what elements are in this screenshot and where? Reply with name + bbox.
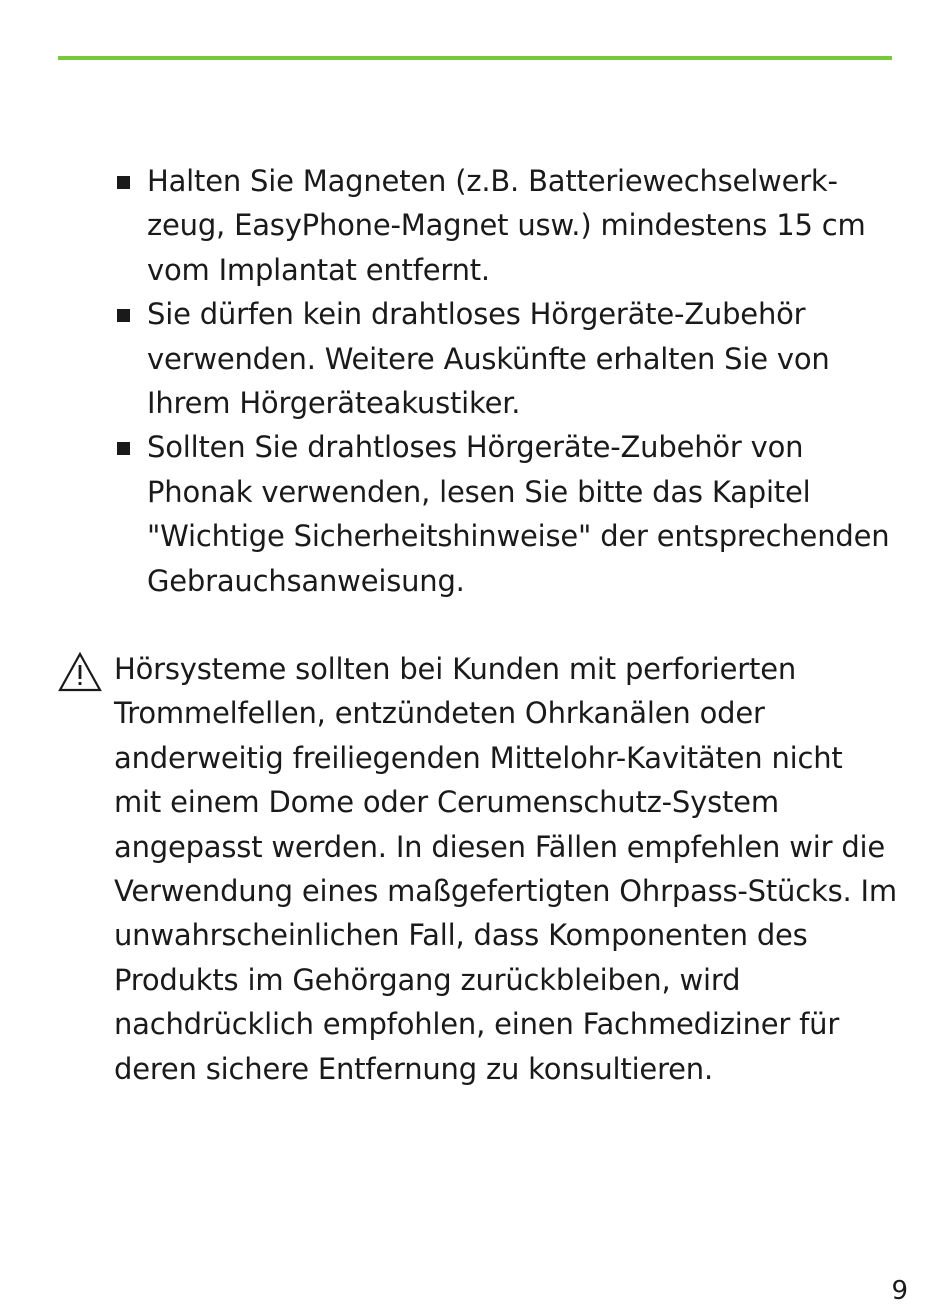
- bullet-item-wireless-accessories: [115, 292, 905, 425]
- top-accent-rule: [58, 56, 892, 60]
- bullet-list: [115, 159, 905, 603]
- bullet-line: verwenden. Weitere Auskünfte erhalten Sie von: [147, 341, 830, 376]
- square-bullet-icon: [117, 309, 130, 322]
- bullet-line: Halten Sie Magneten (z.B. Batteriewechselwerk-: [147, 164, 838, 198]
- warning-triangle-icon: [58, 652, 102, 692]
- bullet-line: Sie dürfen kein drahtloses Hörgeräte-Zubehör: [147, 297, 806, 332]
- warning-line: unwahrscheinlichen Fall, dass Komponenten des: [114, 918, 808, 953]
- bullet-line: vom Implantat entfernt.: [147, 252, 490, 287]
- bullet-line: Gebrauchsanweisung.: [147, 563, 465, 598]
- square-bullet-icon: [117, 176, 130, 189]
- bullet-line: Sollten Sie drahtloses Hörgeräte-Zubehör von: [147, 430, 804, 465]
- page-number: 9: [891, 1276, 908, 1306]
- bullet-line: Ihrem Hörgeräteakustiker.: [147, 386, 521, 421]
- warning-line: angepasst werden. In diesen Fällen empfehlen wir die: [114, 829, 886, 864]
- warning-line: Verwendung eines maßgefertigten Ohrpass-Stücks. Im: [114, 874, 897, 909]
- bullet-line: zeug, EasyPhone-Magnet usw.) mindestens 15 cm: [147, 208, 866, 243]
- warning-line: anderweitig freiliegenden Mittelohr-Kavitäten nicht: [114, 740, 843, 775]
- bullet-line: Phonak verwenden, lesen Sie bitte das Kapitel: [147, 474, 811, 509]
- warning-line: nachdrücklich empfohlen, einen Fachmediziner für: [114, 1007, 840, 1042]
- bullet-item-magnets: [115, 159, 905, 292]
- square-bullet-icon: [117, 442, 130, 455]
- warning-line: Produkts im Gehörgang zurückbleiben, wird: [114, 962, 741, 997]
- warning-line: mit einem Dome oder Cerumenschutz-System: [114, 785, 779, 820]
- warning-line: Hörsysteme sollten bei Kunden mit perforierten: [114, 652, 797, 686]
- bullet-item-phonak-accessories: [115, 425, 905, 603]
- warning-text: [114, 647, 897, 1091]
- bullet-line: "Wichtige Sicherheitshinweise" der entsprechenden: [147, 519, 890, 554]
- warning-line: deren sichere Entfernung zu konsultieren.: [114, 1051, 714, 1086]
- warning-line: Trommelfellen, entzündeten Ohrkanälen oder: [114, 696, 765, 731]
